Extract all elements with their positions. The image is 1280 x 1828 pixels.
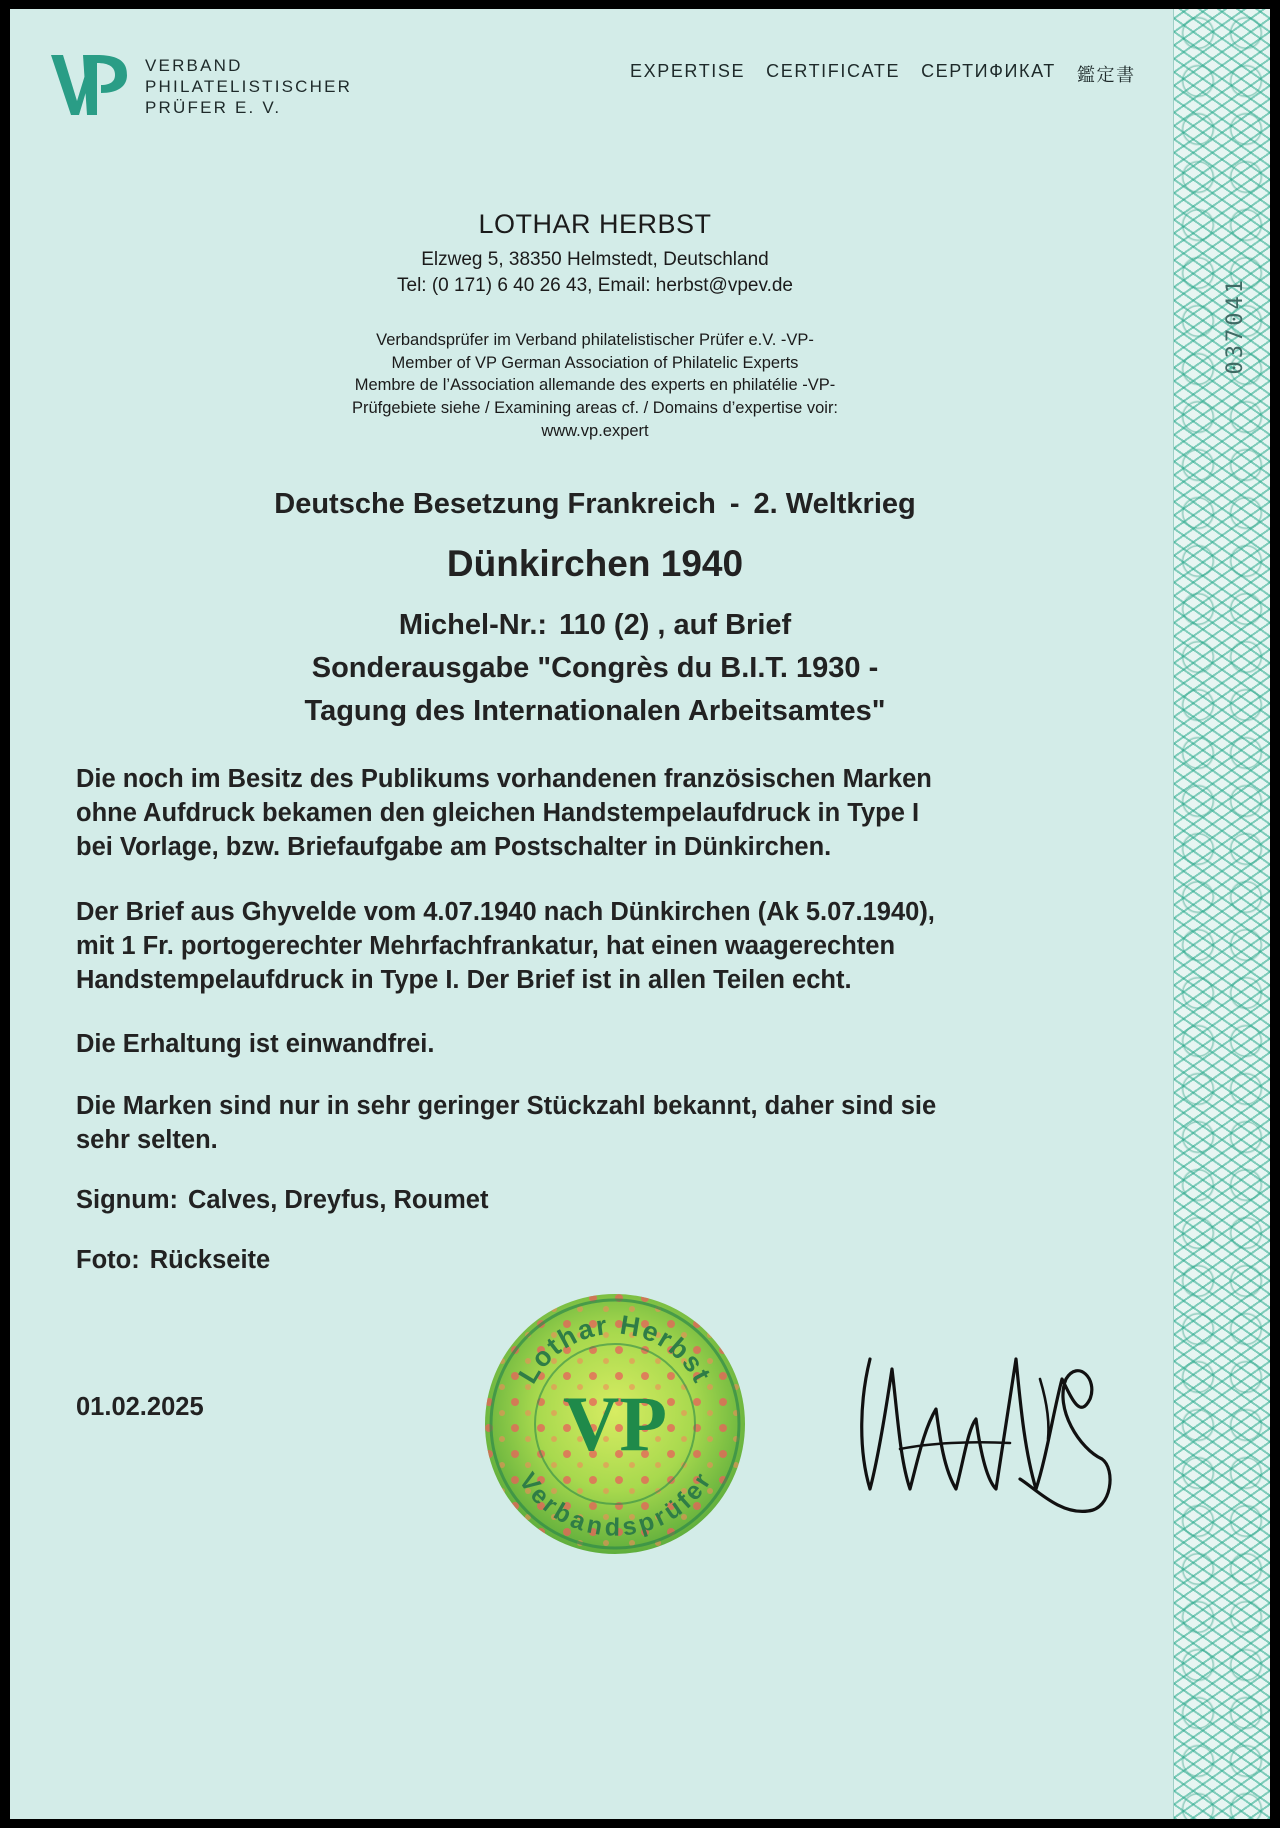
photo-line (76, 1243, 1126, 1277)
signum-line (76, 1183, 1126, 1217)
title-certificate-russian: СЕРТИФИКАТ (921, 61, 1056, 81)
signum-label: Signum: (76, 1186, 178, 1214)
logo-line: PRÜFER E. V. (145, 98, 282, 117)
hologram-seal (481, 1290, 749, 1558)
paragraph-overprint-history (76, 762, 1126, 864)
paragraph-line: bei Vorlage, bzw. Briefaufgabe am Postschalter in Dünkirchen. (76, 833, 832, 861)
title-expertise: EXPERTISE (630, 61, 746, 81)
michel-label: Michel-Nr.: (398, 609, 548, 641)
signum-value: Calves, Dreyfus, Roumet (188, 1186, 489, 1214)
seal-vp-mark: VP (563, 1380, 667, 1467)
issue-title: Dünkirchen 1940 (446, 543, 744, 584)
title-certificate-japanese: 鑑定書 (1076, 65, 1136, 85)
association-line: Prüfgebiete siehe / Examining areas cf. / Domains d’expertise voir: (351, 399, 839, 418)
certificate-date: 01.02.2025 (76, 1393, 204, 1421)
expert-signature (840, 1339, 1140, 1529)
certificate-sheet (10, 9, 1270, 1819)
seal-top-text: Lothar Herbst (512, 1309, 718, 1389)
paragraph-condition (76, 1027, 1126, 1061)
association-line: Membre de l’Association allemande des experts en philatélie -VP- (354, 376, 836, 395)
logo-line: VERBAND (145, 56, 243, 75)
paragraph-line: ohne Aufdruck bekamen den gleichen Handstempelaufdruck in Type I (76, 799, 920, 827)
territory-period: 2. Weltkrieg (753, 488, 916, 520)
expert-name: LOTHAR HERBST (478, 209, 712, 239)
special-issue-line-2: Tagung des Internationalen Arbeitsamtes" (304, 695, 886, 727)
paragraph-line: Der Brief aus Ghyvelde vom 4.07.1940 nach Dünkirchen (Ak 5.07.1940), (76, 898, 935, 926)
association-line: Verbandsprüfer im Verband philatelistischer Prüfer e.V. -VP- (376, 331, 814, 349)
expert-address: Elzweg 5, 38350 Helmstedt, Deutschland (421, 249, 769, 270)
paragraph-line: mit 1 Fr. portogerechter Mehrfachfrankatur, hat einen waagerechten (76, 932, 896, 960)
paragraph-rarity (76, 1089, 1126, 1157)
paragraph-line: Die Marken sind nur in sehr geringer Stückzahl bekannt, daher sind sie (76, 1092, 937, 1120)
territory-heading (10, 488, 1180, 521)
security-border-pattern (1173, 9, 1270, 1819)
special-issue-line-1: Sonderausgabe "Congrès du B.I.T. 1930 - (311, 652, 879, 684)
paragraph-line: Die noch im Besitz des Publikums vorhandenen französischen Marken (76, 765, 932, 793)
expert-contact: Tel: (0 171) 6 40 26 43, Email: herbst@vpev.de (397, 275, 793, 296)
certificate-type-titles (630, 61, 1136, 87)
michel-value: 110 (2) , auf Brief (559, 609, 792, 641)
michel-number (10, 609, 1180, 642)
paragraph-line: Handstempelaufdruck in Type I. Der Brief ist in allen Teilen echt. (76, 966, 852, 994)
paragraph-line: sehr selten. (76, 1126, 218, 1154)
title-certificate: CERTIFICATE (766, 61, 901, 81)
photo-label: Foto: (76, 1246, 140, 1274)
vp-logo-wordmark (145, 55, 405, 118)
association-line: Member of VP German Association of Philatelic Experts (391, 353, 799, 372)
paragraph-letter-description (76, 895, 1126, 997)
certificate-serial-number: 037041 (1223, 277, 1248, 375)
photo-value: Rückseite (149, 1246, 271, 1274)
territory-name: Deutsche Besetzung Frankreich (274, 488, 716, 520)
logo-line: PHILATELISTISCHER (145, 77, 353, 96)
paragraph-line: Die Erhaltung ist einwandfrei. (76, 1030, 435, 1058)
territory-separator: - (729, 488, 740, 520)
association-website: www.vp.expert (541, 421, 649, 440)
association-info (10, 329, 1180, 443)
vp-logo-mark-icon (47, 49, 127, 119)
seal-bottom-text: Verbandsprüfer (513, 1467, 717, 1542)
